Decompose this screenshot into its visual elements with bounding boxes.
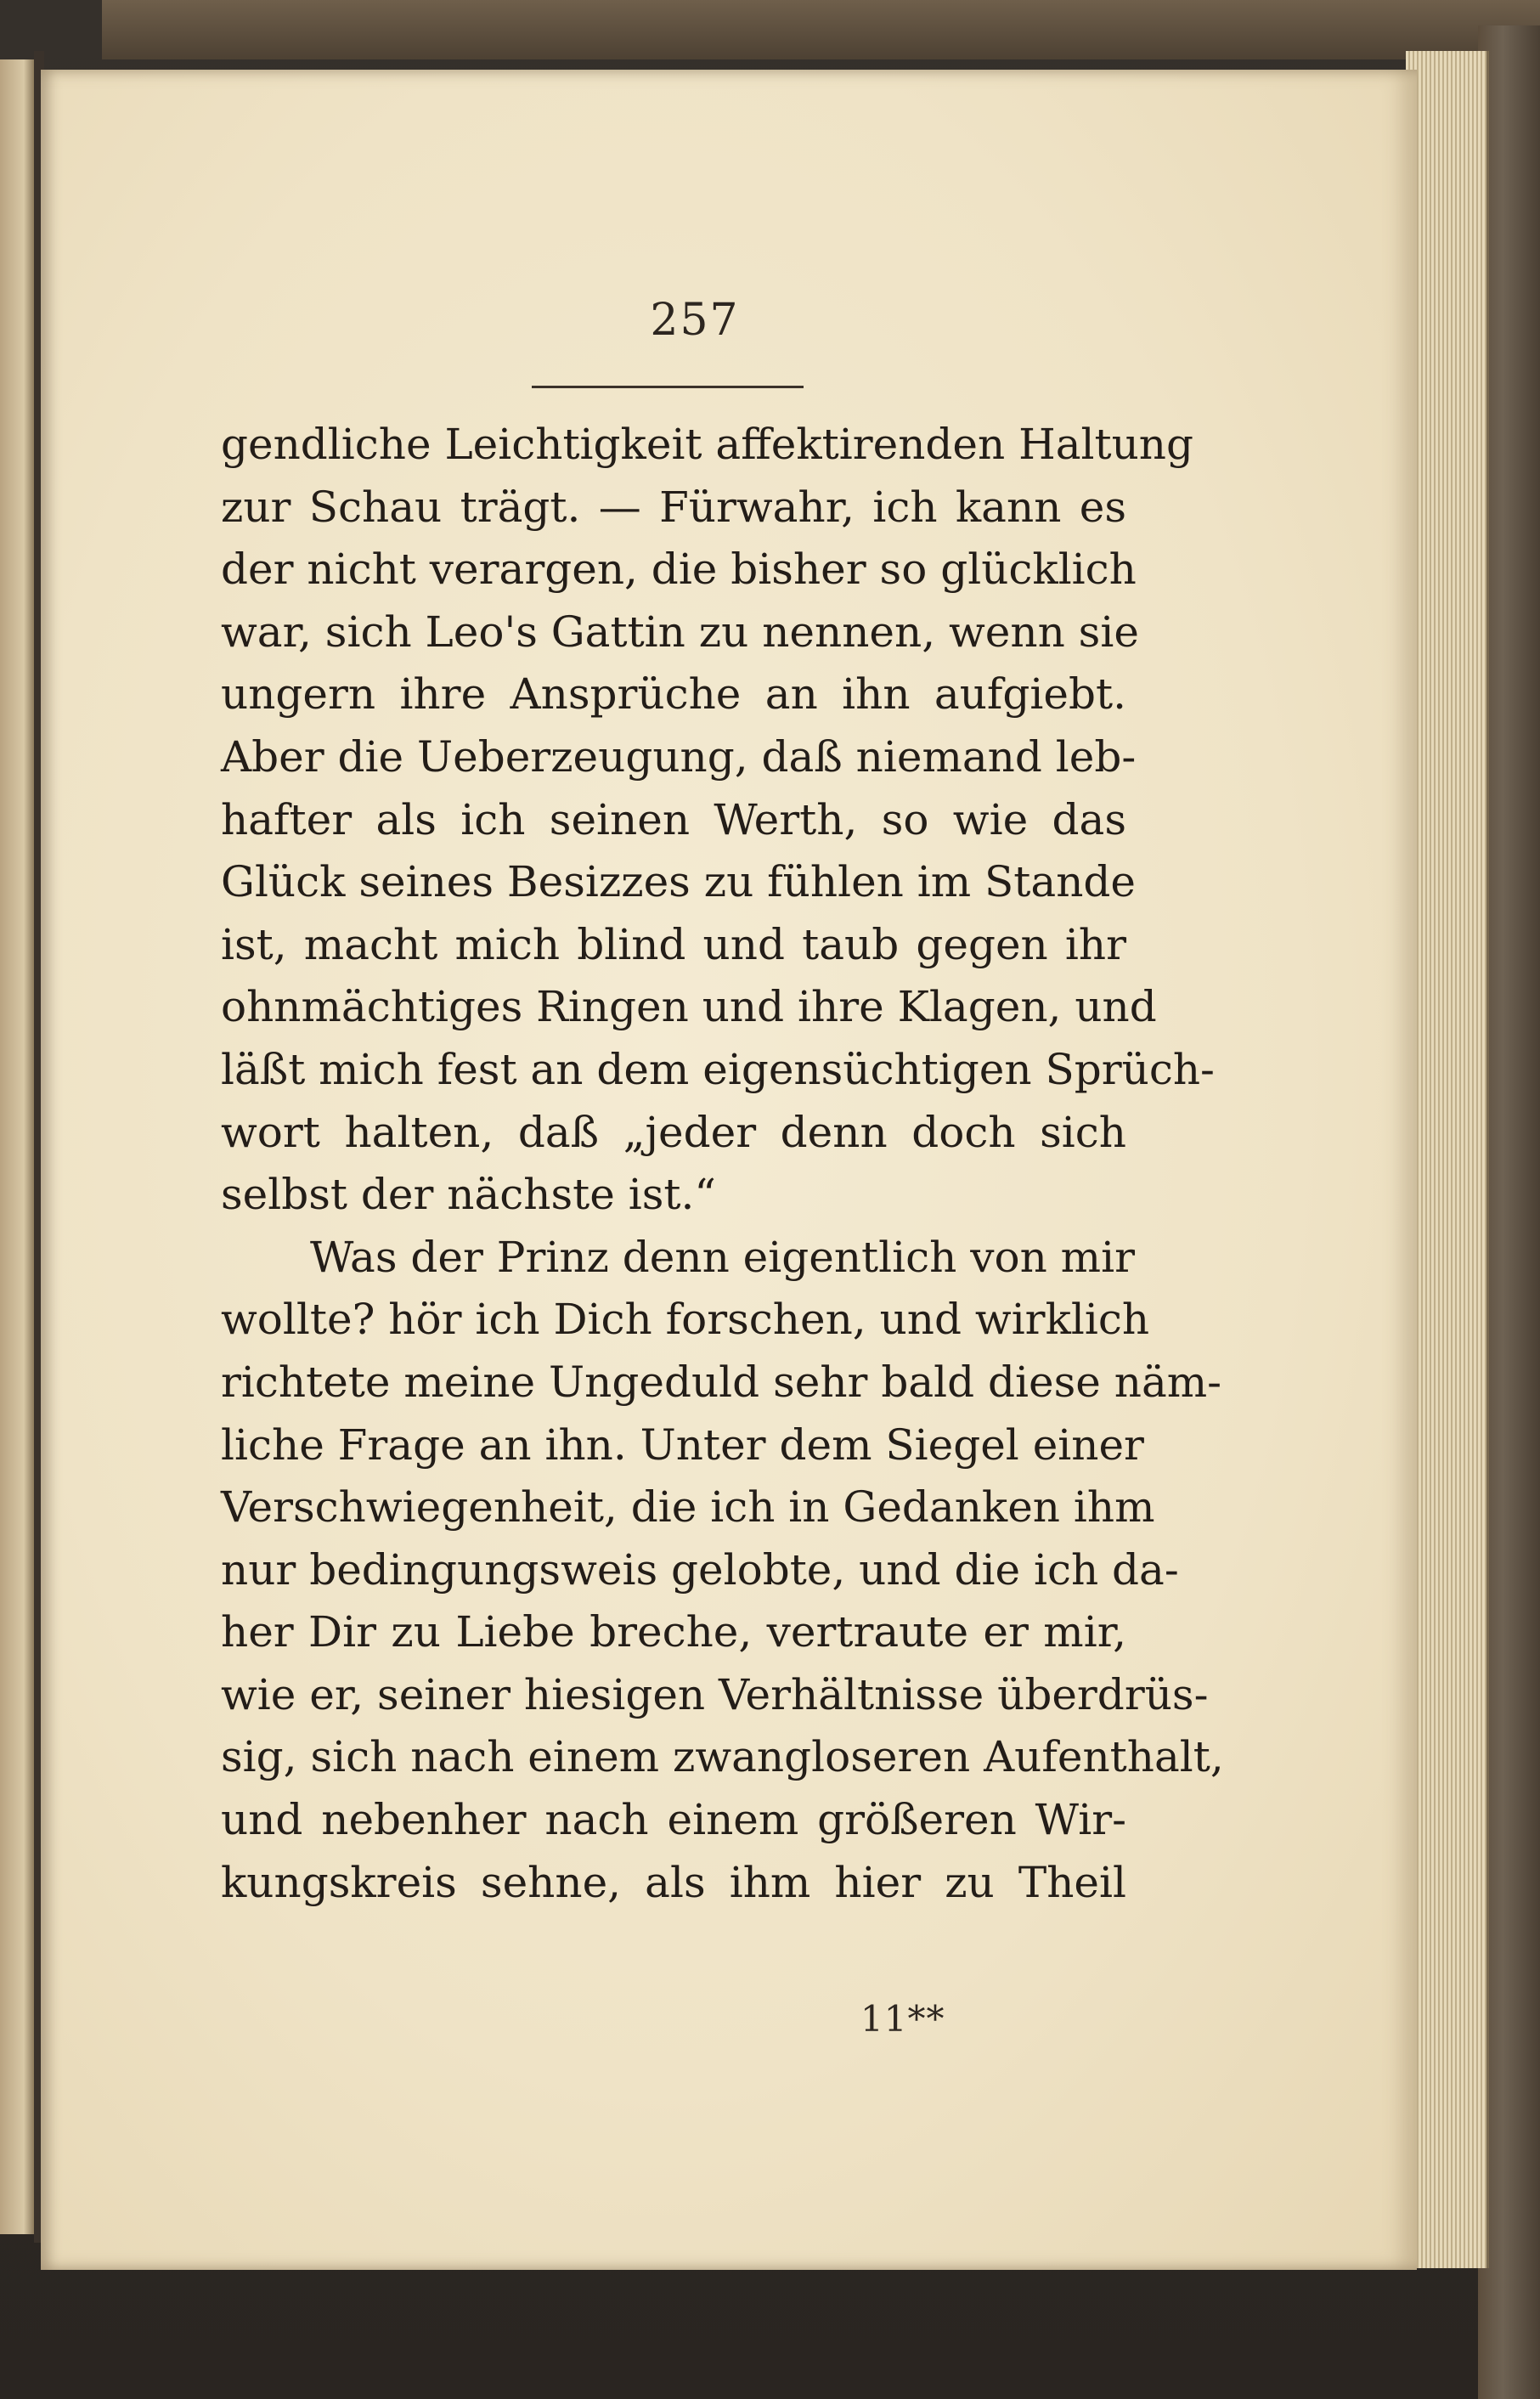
paragraph-end-line: selbst der nächste ist.“ [221, 1170, 716, 1220]
text-line: ohnmächtiges Ringen und ihre Klagen, und [221, 982, 1157, 1032]
header-rule [532, 386, 804, 388]
text-line: Verschwiegenheit, die ich in Gedanken ihm [221, 1482, 1155, 1533]
page-stack-edges [1406, 51, 1489, 2268]
text-line: Glück seines Besizzes zu fühlen im Stande [221, 857, 1137, 907]
text-line: Aber die Ueberzeugung, daß niemand leb- [221, 731, 1137, 782]
text-line: liche Frage an ihn. Unter dem Siegel einer [221, 1420, 1144, 1470]
text-line: her Dir zu Liebe breche, vertraute er mir, [221, 1607, 1126, 1657]
body-text [221, 414, 1224, 1914]
text-line: und nebenher nach einem größeren Wir- [221, 1795, 1126, 1845]
text-line: wie er, seiner hiesigen Verhältnisse überdrüs- [221, 1669, 1209, 1719]
signature-mark: 11** [860, 1998, 945, 2040]
text-line: sig, sich nach einem zwangloseren Aufenthalt, [221, 1732, 1224, 1782]
left-page-edge [0, 59, 34, 2234]
book-cover-top-edge [102, 0, 1540, 59]
paragraph-start-line: Was der Prinz denn eigentlich von mir [310, 1232, 1135, 1282]
text-line: der nicht verargen, die bisher so glücklich [221, 545, 1137, 595]
book-page [41, 70, 1417, 2270]
text-line: läßt mich fest an dem eigensüchtigen Sprüch- [221, 1044, 1215, 1094]
page-number: 257 [650, 295, 740, 346]
text-line: ungern ihre Ansprüche an ihn aufgiebt. [221, 669, 1126, 720]
text-line: ist, macht mich blind und taub gegen ihr [221, 919, 1126, 969]
text-line: wollte? hör ich Dich forschen, und wirklich [221, 1295, 1150, 1345]
text-line: richtete meine Ungeduld sehr bald diese näm- [221, 1357, 1222, 1407]
text-line: zur Schau trägt. — Fürwahr, ich kann es [221, 482, 1126, 532]
text-line: wort halten, daß „jeder denn doch sich [221, 1107, 1126, 1157]
text-line: war, sich Leo's Gattin zu nennen, wenn sie [221, 607, 1139, 657]
text-line: hafter als ich seinen Werth, so wie das [221, 794, 1126, 844]
text-line: kungskreis sehne, als ihm hier zu Theil [221, 1857, 1126, 1907]
text-line: gendliche Leichtigkeit affektirenden Haltung [221, 420, 1194, 469]
text-line: nur bedingungsweis gelobte, und die ich da- [221, 1544, 1179, 1595]
